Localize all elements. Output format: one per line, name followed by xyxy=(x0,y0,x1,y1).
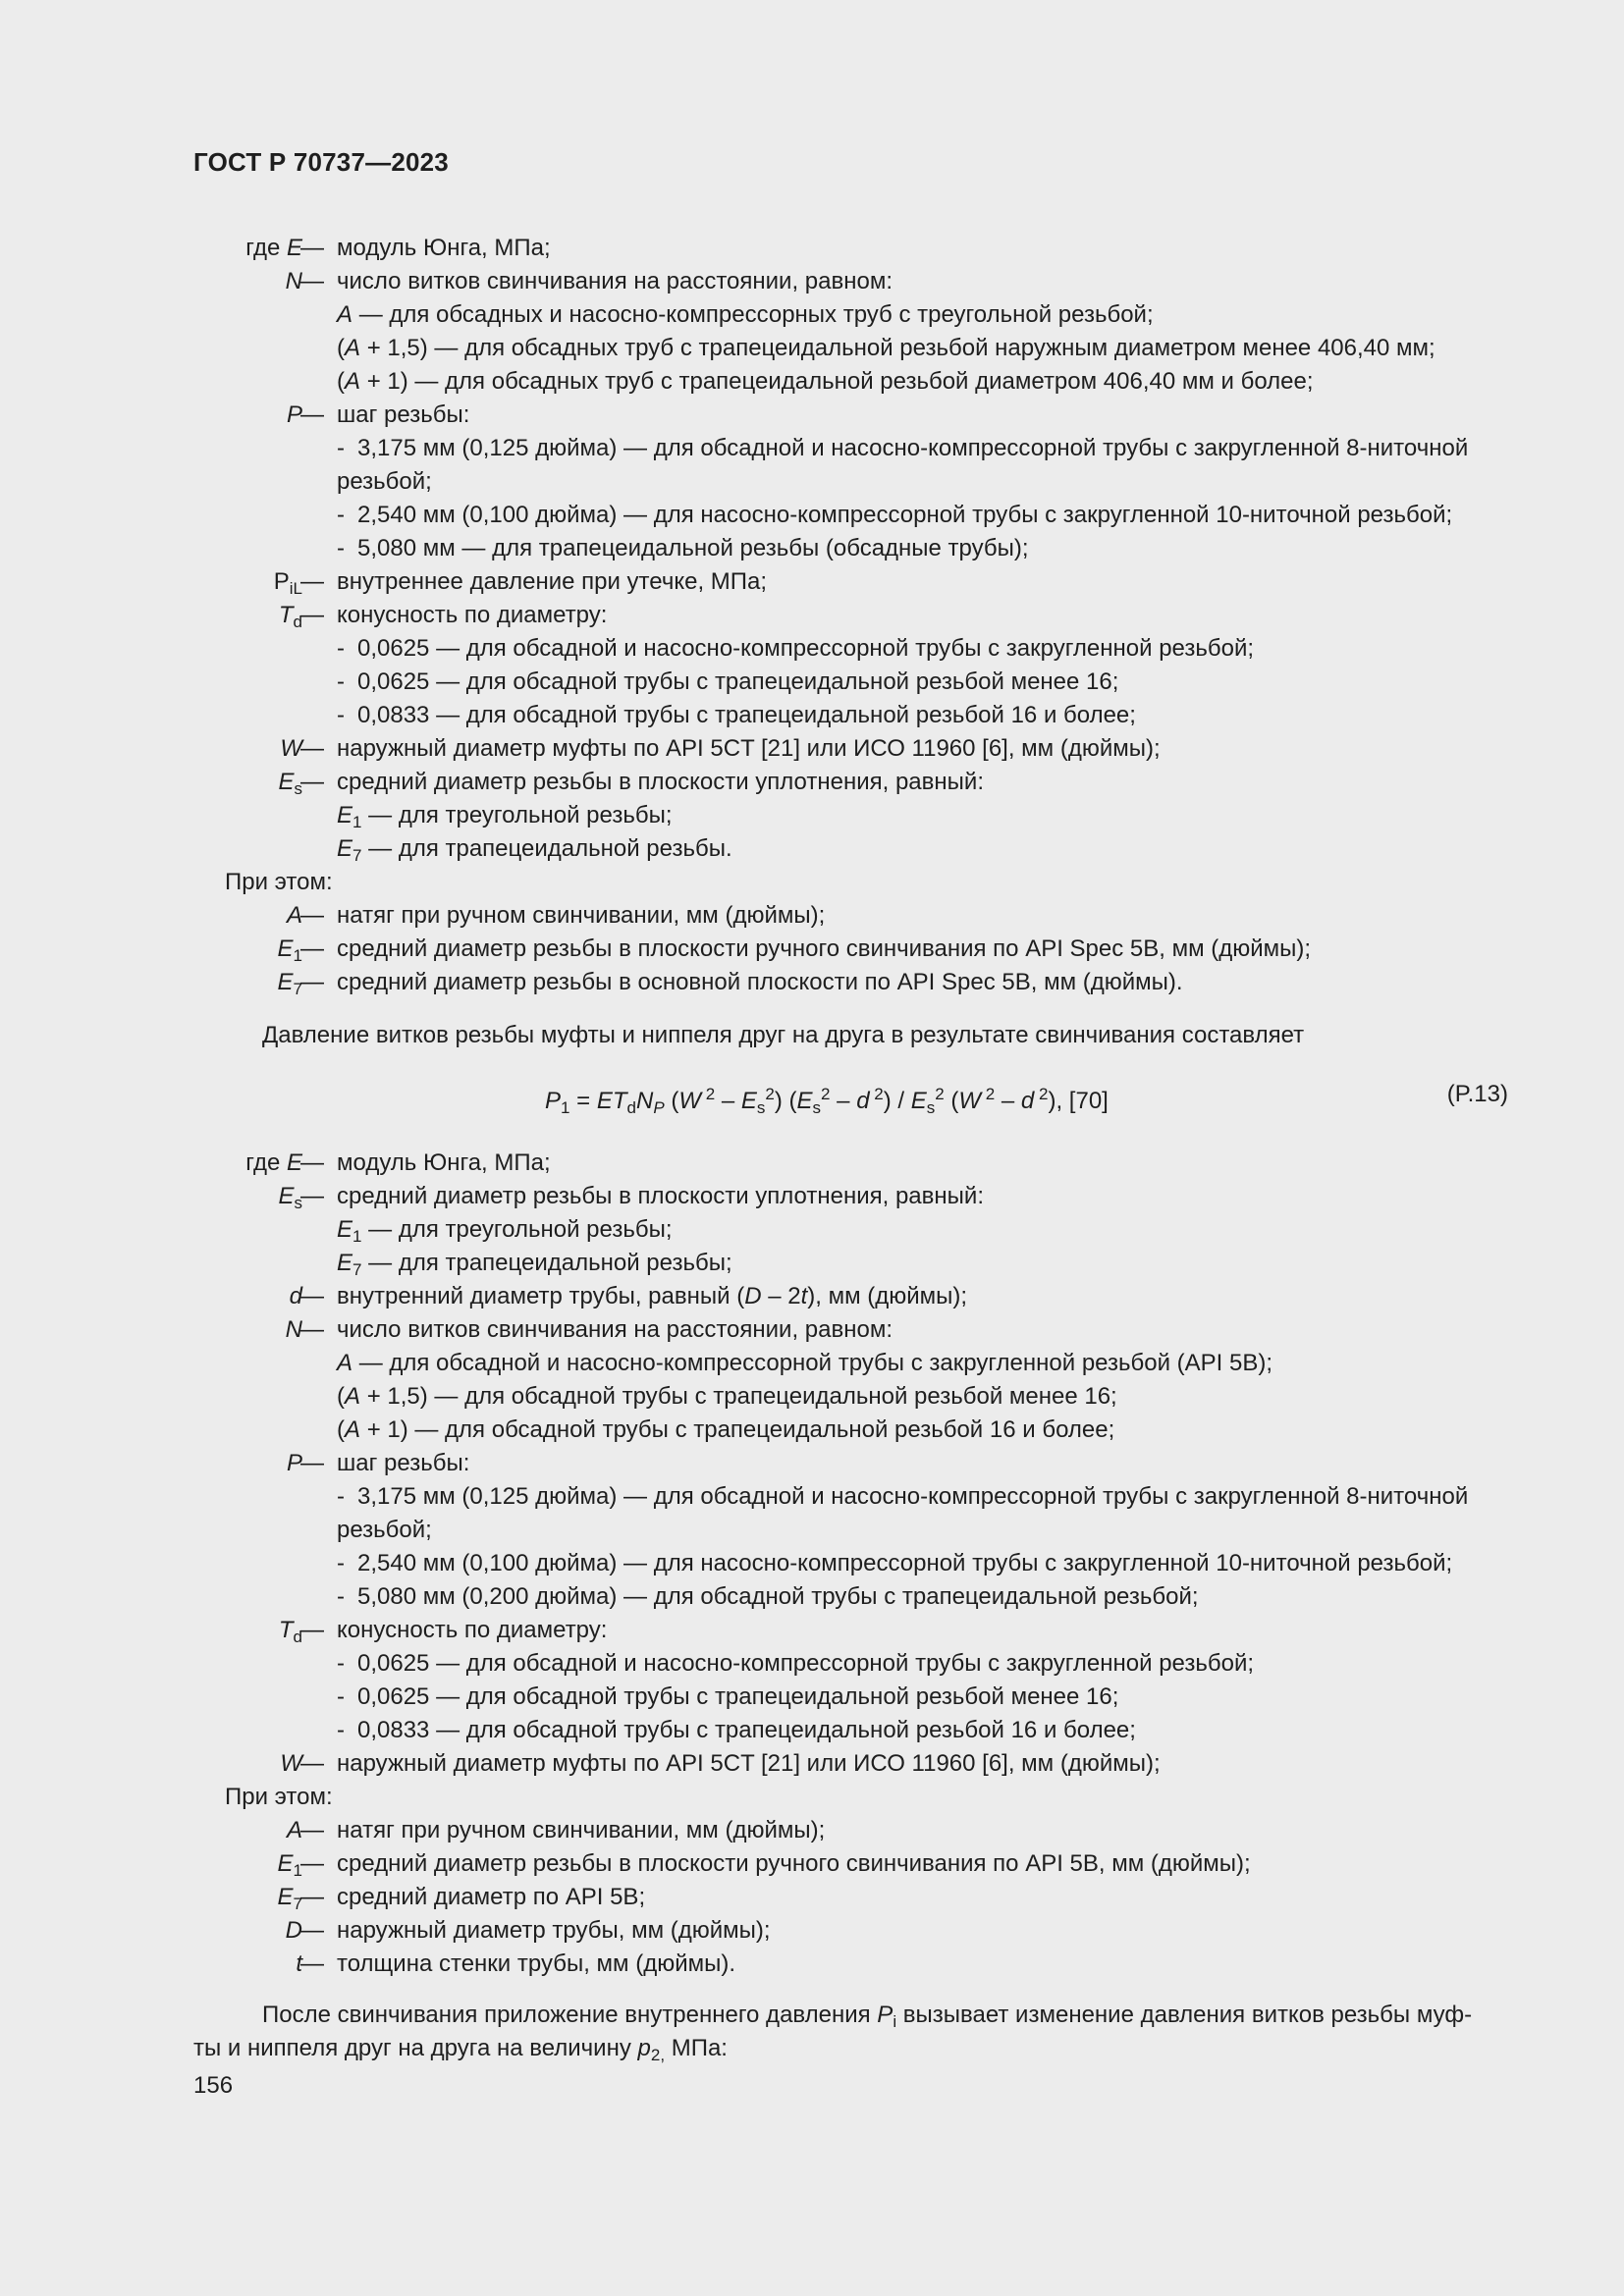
def-Td-bullet: - 0,0625 — для обсадной трубы с трапецеидальной резьбой менее 16; xyxy=(337,1683,1119,1710)
def-Td: $T_d$ — конусность по диаметру: xyxy=(278,602,608,631)
definitions-block-2 xyxy=(0,1147,1624,1981)
def-W: W — наружный диаметр муфты по API 5CT [21] или ИСО 11960 [6], мм (дюймы); xyxy=(280,735,1161,762)
def-N-item: (A + 1,5) — для обсадной трубы с трапецеидальной резьбой менее 16; xyxy=(337,1383,1117,1410)
def-P-bullet-cont: резьбой; xyxy=(337,1517,432,1543)
def-P-bullet: - 3,175 мм (0,125 дюйма) — для обсадной и насосно-компрессорной трубы с закругленной 8-ниточной xyxy=(337,435,1469,461)
page-number: 156 xyxy=(193,2072,234,2099)
definitions-block-1 xyxy=(0,232,1624,999)
formula-number: (P.13) xyxy=(1446,1081,1508,1107)
def-P: P — шаг резьбы: xyxy=(286,401,470,428)
def-t: t — толщина стенки трубы, мм (дюймы). xyxy=(296,1950,736,1977)
def-E1: $E_1$ — средний диаметр резьбы в плоскости ручного свинчивания по API Spec 5B, мм (дюймы); xyxy=(277,935,1312,965)
def-Td-bullet: - 0,0625 — для обсадной и насосно-компрессорной трубы с закругленной резьбой; xyxy=(337,635,1255,662)
def-P-bullet: - 5,080 мм — для трапецеидальной резьбы (обсадные трубы); xyxy=(337,535,1029,561)
def-P-bullet: - 3,175 мм (0,125 дюйма) — для обсадной и насосно-компрессорной трубы с закругленной 8-ниточной xyxy=(337,1483,1469,1510)
def-N: N — число витков свинчивания на расстоянии, равном: xyxy=(285,1316,893,1343)
def-N-item: (A + 1,5) — для обсадных труб с трапецеидальной резьбой наружным диаметром менее 406,40 мм; xyxy=(337,335,1435,361)
def-Es-item: $E_7$ — для трапецеидальной резьбы. xyxy=(337,835,732,865)
def-Es: $E_s$ — средний диаметр резьбы в плоскости уплотнения, равный: xyxy=(278,1183,984,1212)
def-N-item: A — для обсадных и насосно-компрессорных труб с треугольной резьбой; xyxy=(337,301,1154,328)
def-Es-item: $E_7$ — для трапецеидальной резьбы; xyxy=(337,1250,732,1279)
def-P-bullet: - 2,540 мм (0,100 дюйма) — для насосно-компрессорной трубы с закругленной 10-ниточной резьбой; xyxy=(337,1550,1453,1576)
def-Td: $T_d$ — конусность по диаметру: xyxy=(278,1617,608,1646)
def-A: A — натяг при ручном свинчивании, мм (дюймы); xyxy=(286,1817,826,1843)
def-Td-bullet: - 0,0833 — для обсадной трубы с трапецеидальной резьбой 16 и более; xyxy=(337,1717,1136,1743)
paragraph-after-makeup-cont: ты и ниппеля друг на друга на величину $p_{2,}$ МПа: xyxy=(193,2035,728,2064)
also-label: При этом: xyxy=(225,869,333,895)
def-N-item: (A + 1) — для обсадной трубы с трапецеидальной резьбой 16 и более; xyxy=(337,1416,1115,1443)
document-header: ГОСТ Р 70737—2023 xyxy=(193,147,449,177)
def-E: где E — модуль Юнга, МПа; xyxy=(245,1149,551,1176)
def-d: d — внутренний диаметр трубы, равный (D – 2t), мм (дюймы); xyxy=(289,1283,968,1309)
def-N-item: (A + 1) — для обсадных труб с трапецеидальной резьбой диаметром 406,40 мм и более; xyxy=(337,368,1314,395)
def-D: D — наружный диаметр трубы, мм (дюймы); xyxy=(285,1917,771,1944)
def-W: W — наружный диаметр муфты по API 5CT [21] или ИСО 11960 [6], мм (дюймы); xyxy=(280,1750,1161,1777)
def-Es-item: $E_1$ — для треугольной резьбы; xyxy=(337,1216,673,1246)
def-A: A — натяг при ручном свинчивании, мм (дюймы); xyxy=(286,902,826,929)
paragraph-after-makeup: После свинчивания приложение внутреннего давления $P_i$ вызывает изменение давления витков резьбы муф- xyxy=(262,2002,1473,2031)
def-P: P — шаг резьбы: xyxy=(286,1450,470,1476)
def-E7: $E_7$ — средний диаметр по API 5B; xyxy=(277,1884,646,1913)
def-Es: $E_s$ — средний диаметр резьбы в плоскости уплотнения, равный: xyxy=(278,769,984,798)
def-E1: $E_1$ — средний диаметр резьбы в плоскости ручного свинчивания по API 5B, мм (дюймы); xyxy=(277,1850,1251,1880)
def-P-bullet: - 2,540 мм (0,100 дюйма) — для насосно-компрессорной трубы с закругленной 10-ниточной резьбой; xyxy=(337,502,1453,528)
def-E: где E — модуль Юнга, МПа; xyxy=(245,235,551,261)
def-E7: $E_7$ — средний диаметр резьбы в основной плоскости по API Spec 5B, мм (дюймы). xyxy=(277,969,1183,998)
def-N-item: A — для обсадной и насосно-компрессорной трубы с закругленной резьбой (API 5B); xyxy=(337,1350,1273,1376)
paragraph-pressure: Давление витков резьбы муфты и ниппеля друг на друга в результате свинчивания составляет xyxy=(262,1022,1305,1048)
def-N: N — число витков свинчивания на расстоянии, равном: xyxy=(285,268,893,294)
def-P-bullet: - 5,080 мм (0,200 дюйма) — для обсадной трубы с трапецеидальной резьбой; xyxy=(337,1583,1199,1610)
def-PiL: $P_{iL}$ — внутреннее давление при утечке, МПа; xyxy=(273,568,768,598)
def-P-bullet-cont: резьбой; xyxy=(337,468,432,495)
def-Td-bullet: - 0,0625 — для обсадной трубы с трапецеидальной резьбой менее 16; xyxy=(337,668,1119,695)
def-Es-item: $E_1$ — для треугольной резьбы; xyxy=(337,802,673,831)
also-label: При этом: xyxy=(225,1784,333,1810)
def-Td-bullet: - 0,0625 — для обсадной и насосно-компрессорной трубы с закругленной резьбой; xyxy=(337,1650,1255,1677)
formula-expression: $P_1 = ET_dN_P$ (W $^2 - E_s^2$) ($E_s^2$ – d $^2) / E_s^2$ (W $^2$ – d $^2$), [70] xyxy=(545,1085,1109,1117)
def-Td-bullet: - 0,0833 — для обсадной трубы с трапецеидальной резьбой 16 и более; xyxy=(337,702,1136,728)
